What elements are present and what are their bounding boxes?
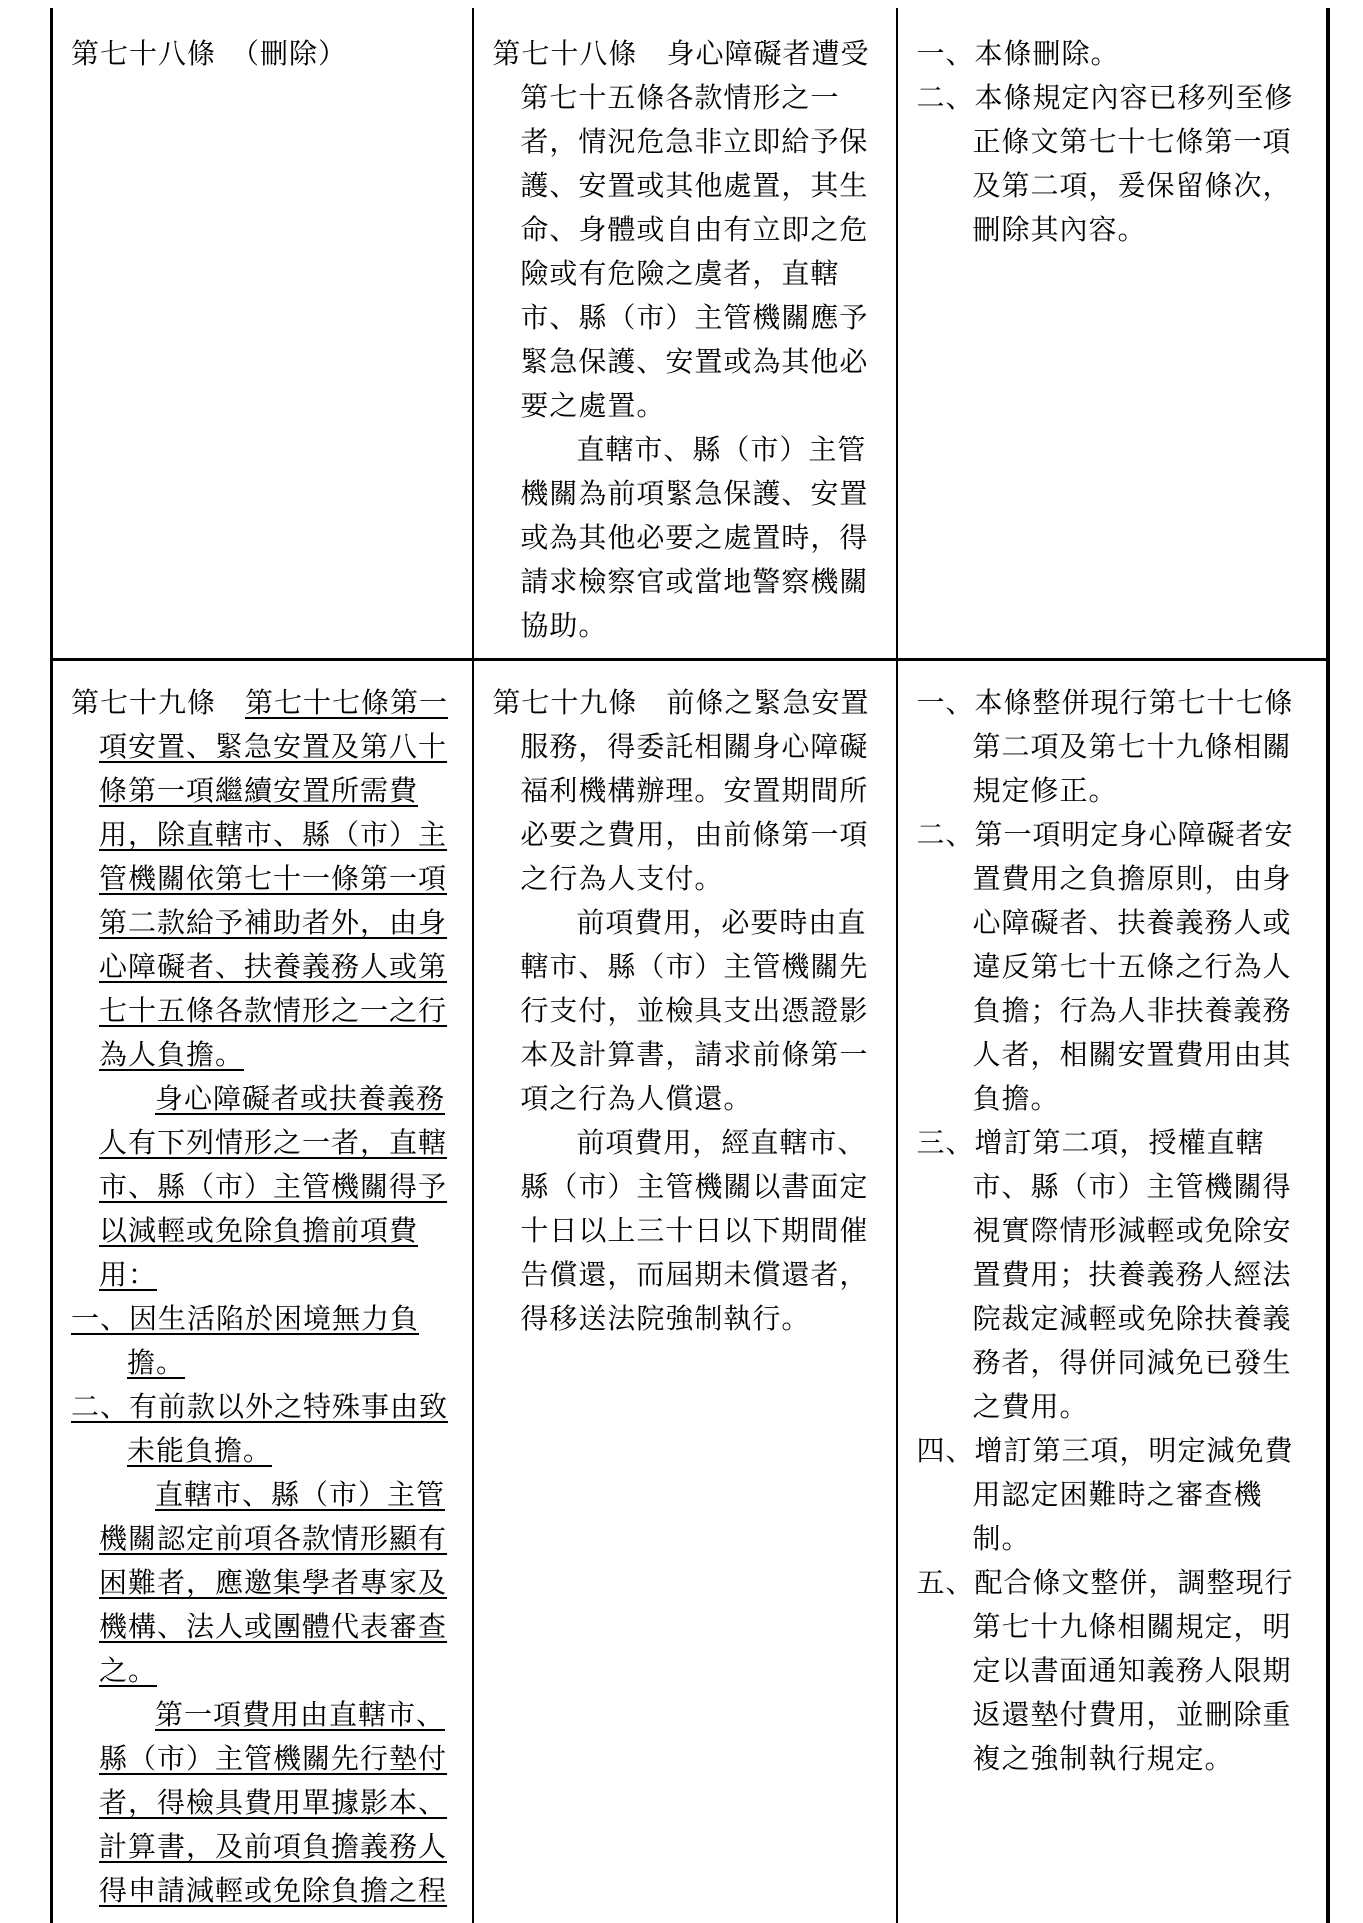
article-paragraph: 第七十八條 （刪除） [71, 32, 458, 76]
explanation-item: 二、第一項明定身心障礙者安置費用之負擔原則，由身心障礙者、扶養義務人或違反第七十五條之行為人負擔；行為人非扶養義務人者，相關安置費用由其負擔。 [916, 813, 1312, 1121]
amended-text-cell [52, 660, 474, 1923]
article-paragraph: 第七十九條 前條之緊急安置服務，得委託相關身心障礙福利機構辦理。安置期間所必要之費用，由前條第一項之行為人支付。 [492, 681, 882, 901]
comparison-table [50, 8, 1330, 1923]
amended-text: 直轄市、縣（市）主管機關認定前項各款情形顯有困難者，應邀集學者專家及機構、法人或團體代表審查之。 [71, 1473, 458, 1693]
current-text-cell [473, 8, 897, 660]
amended-list-item: 二、有前款以外之特殊事由致未能負擔。 [71, 1385, 458, 1473]
article-paragraph: 前項費用，必要時由直轄市、縣（市）主管機關先行支付，並檢具支出憑證影本及計算書，請求前條第一項之行為人償還。 [492, 901, 882, 1121]
explanation-cell [897, 8, 1328, 660]
article-number: 第七十九條 [71, 686, 216, 719]
article-paragraph [71, 681, 458, 1077]
article-paragraph: 第七十八條 身心障礙者遭受第七十五條各款情形之一者，情況危急非立即給予保護、安置或其他處置，其生命、身體或自由有立即之危險或有危險之虞者，直轄市、縣（市）主管機關應予緊急保護、安置或為其他必要之處置。 [492, 32, 882, 428]
explanation-item: 四、增訂第三項，明定減免費用認定困難時之審查機制。 [916, 1429, 1312, 1561]
explanation-item: 三、增訂第二項，授權直轄市、縣（市）主管機關得視實際情形減輕或免除安置費用；扶養義務人經法院裁定減輕或免除扶養義務者，得併同減免已發生之費用。 [916, 1121, 1312, 1429]
amended-text-cell [52, 8, 474, 660]
amended-text: 第七十七條第一項安置、緊急安置及第八十條第一項繼續安置所需費用，除直轄市、縣（市）主管機關依第七十一條第一項第二款給予補助者外，由身心障礙者、扶養義務人或第七十五條各款情形之一之行為人負擔。 [99, 686, 448, 1071]
explanation-item: 二、本條規定內容已移列至修正條文第七十七條第一項及第二項，爰保留條次，刪除其內容。 [916, 76, 1312, 252]
table-row [52, 660, 1329, 1923]
table-row [52, 8, 1329, 660]
current-text-cell [473, 660, 897, 1923]
amended-text: 第一項費用由直轄市、縣（市）主管機關先行墊付者，得檢具費用單據影本、計算書，及前項負擔義務人得申請減輕或免除負擔之程 [71, 1693, 458, 1913]
article-paragraph: 直轄市、縣（市）主管機關為前項緊急保護、安置或為其他必要之處置時，得請求檢察官或當地警察機關協助。 [492, 428, 882, 648]
amended-list-item: 一、因生活陷於困境無力負擔。 [71, 1297, 458, 1385]
article-number: 第七十八條 [492, 37, 637, 70]
article-paragraph: 前項費用，經直轄市、縣（市）主管機關以書面定十日以上三十日以下期間催告償還，而屆期未償還者，得移送法院強制執行。 [492, 1121, 882, 1341]
article-number: 第七十八條 [71, 37, 216, 70]
explanation-cell [897, 660, 1328, 1923]
explanation-item: 一、本條整併現行第七十七條第二項及第七十九條相關規定修正。 [916, 681, 1312, 813]
explanation-item: 一、本條刪除。 [916, 32, 1312, 76]
article-number: 第七十九條 [492, 686, 637, 719]
amended-text: 身心障礙者或扶養義務人有下列情形之一者，直轄市、縣（市）主管機關得予以減輕或免除負擔前項費用： [71, 1077, 458, 1297]
explanation-item: 五、配合條文整併，調整現行第七十九條相關規定，明定以書面通知義務人限期返還墊付費用，並刪除重複之強制執行規定。 [916, 1561, 1312, 1781]
